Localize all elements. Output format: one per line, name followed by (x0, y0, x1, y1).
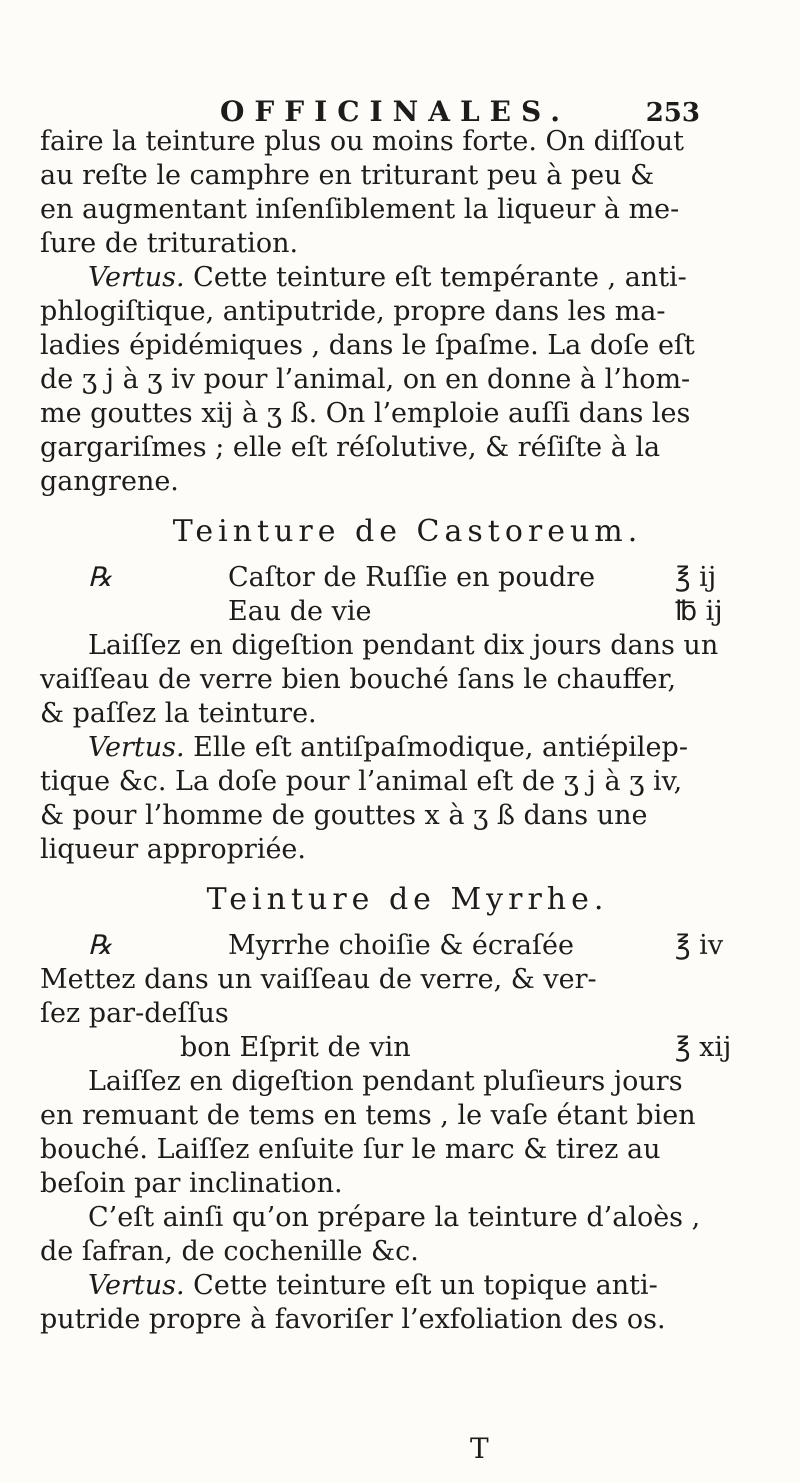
recipe-row (40, 595, 775, 629)
text-line: au reſte le camphre en triturant peu à peu & (40, 160, 655, 191)
text-line: beſoin par inclination. (40, 1168, 343, 1199)
ingredient-name: Eau de vie (228, 596, 372, 627)
recipe-symbol: ℞ (88, 562, 113, 593)
text-line: de ʒ j à ʒ iv pour l’animal, on en donne à l’hom- (40, 364, 691, 395)
page-header (220, 95, 700, 128)
vertus-label: Vertus. (88, 262, 185, 293)
vertus-line (40, 1269, 775, 1303)
vertus-text: Cette teinture eſt un topique anti- (184, 1270, 658, 1301)
vertus-label: Vertus. (88, 732, 185, 763)
text-line: liqueur appropriée. (40, 834, 306, 865)
running-head: OFFICINALES. (220, 95, 570, 128)
catchword: T (470, 1432, 489, 1465)
ingredient-name: bon Eſprit de vin (180, 1032, 411, 1063)
vertus-text: Cette teinture eſt tempérante , anti- (184, 262, 687, 293)
ingredient-quantity: ℥ iv (675, 930, 724, 961)
section-heading: Teinture de Myrrhe. (206, 882, 609, 917)
section-heading: Teinture de Castoreum. (172, 514, 643, 549)
text-line: gangrene. (40, 466, 179, 497)
text-line: & pour l’homme de gouttes x à ʒ ß dans une (40, 800, 648, 831)
text-line: en remuant de tems en tems , le vaſe étant bien (40, 1100, 696, 1131)
text-line: C’eſt ainſi qu’on prépare la teinture d’aloès , (88, 1202, 701, 1233)
ingredient-quantity: ℥ ij (675, 562, 717, 593)
text-line: en augmentant inſenſiblement la liqueur à me- (40, 194, 680, 225)
recipe-row (40, 929, 775, 963)
text-line: ladies épidémiques , dans le ſpaſme. La doſe eſt (40, 330, 695, 361)
text-line: ſez par-deſſus (40, 998, 229, 1029)
vertus-line (40, 261, 775, 295)
ingredient-name: Caſtor de Ruſſie en poudre (228, 562, 596, 593)
page-body (40, 125, 775, 1337)
vertus-label: Vertus. (88, 1270, 185, 1301)
text-line: Laiſſez en digeſtion pendant dix jours dans un (88, 630, 719, 661)
text-line: ſure de trituration. (40, 228, 299, 259)
text-line: putride propre à favoriſer l’exfoliation des os. (40, 1304, 666, 1335)
text-line: phlogiſtique, antiputride, propre dans les ma- (40, 296, 666, 327)
ingredient-quantity: ℔ ij (675, 596, 723, 627)
text-line: tique &c. La doſe pour l’animal eſt de ʒ j à ʒ iv, (40, 766, 683, 797)
text-line: Laiſſez en digeſtion pendant pluſieurs jours (88, 1066, 683, 1097)
ingredient-name: Myrrhe choiſie & écraſée (228, 930, 574, 961)
text-line: bouché. Laiſſez enſuite ſur le marc & tirez au (40, 1134, 661, 1165)
text-line: faire la teinture plus ou moins forte. On diſſout (40, 126, 685, 157)
vertus-text: Elle eſt antiſpaſmodique, antiépilep- (184, 732, 688, 763)
text-line: vaiſſeau de verre bien bouché ſans le chauffer, (40, 664, 677, 695)
text-line: gargariſmes ; elle eſt réſolutive, & réſiſte à la (40, 432, 661, 463)
text-line: & paſſez la teinture. (40, 698, 317, 729)
vertus-line (40, 731, 775, 765)
text-line: Mettez dans un vaiſſeau de verre, & ver- (40, 964, 597, 995)
recipe-row (40, 561, 775, 595)
text-line: de ſafran, de cochenille &c. (40, 1236, 419, 1267)
ingredient-quantity: ℥ xij (675, 1032, 732, 1063)
page-number: 253 (645, 98, 700, 128)
recipe-symbol: ℞ (88, 930, 113, 961)
text-line: me gouttes xij à ʒ ß. On l’emploie auſſi dans les (40, 398, 691, 429)
recipe-row (40, 1031, 775, 1065)
